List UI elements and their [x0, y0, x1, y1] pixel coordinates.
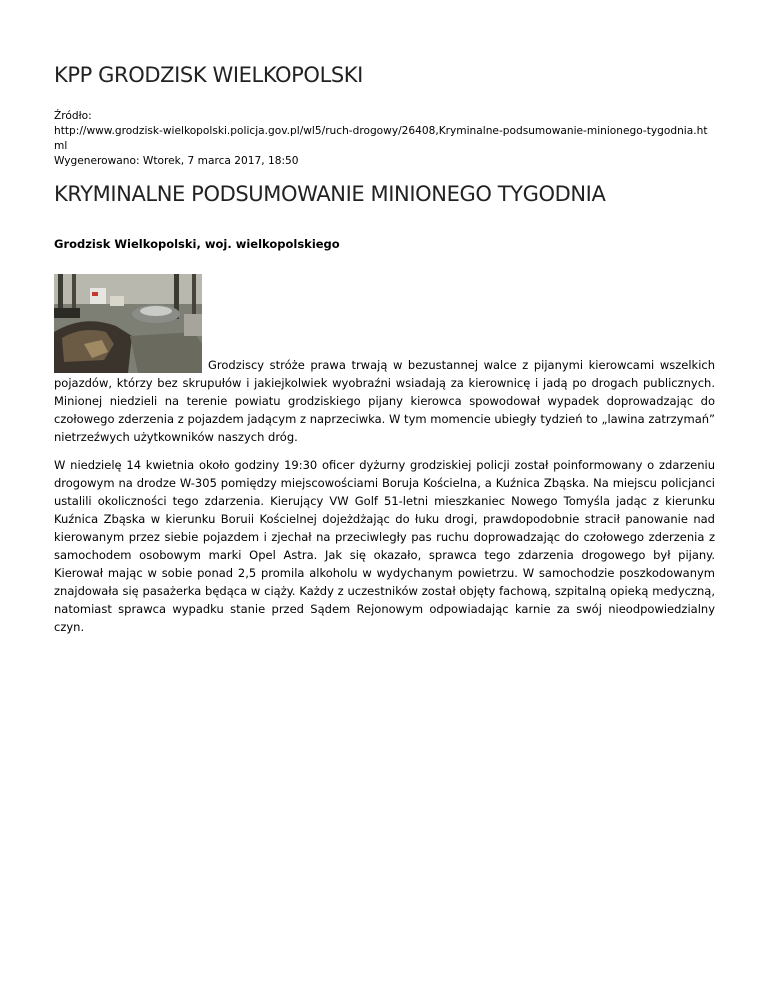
site-title: KPP GRODZISK WIELKOPOLSKI — [54, 63, 363, 87]
source-meta — [54, 109, 715, 169]
article-title: KRYMINALNE PODSUMOWANIE MINIONEGO TYGODNIA — [54, 182, 606, 206]
article-lead: Grodziscy stróże prawa trwają w bezustannej walce z pijanymi kierowcami wszelkich pojazdów, którzy bez skrupułów i jakiejkolwiek wyobraźni wsiadają za kierownicę i jadą po drogach publicznych. Minionej niedzieli na terenie powiatu grodziskiego pijany kierowca spowodował wypadek doprowadzając do czołowego zderzenia z pojazdem jadącym z naprzeciwka. W tym momencie ubiegły tydzień to „lawina zatrzymań” nietrzeźwych użytkowników naszych dróg. — [54, 358, 715, 444]
article-content — [54, 274, 715, 636]
document-page — [54, 60, 715, 636]
article-location: Grodzisk Wielkopolski, woj. wielkopolskiego — [54, 237, 340, 251]
source-label: Źródło: — [54, 110, 92, 122]
article-body: W niedzielę 14 kwietnia około godziny 19:30 oficer dyżurny grodziskiej policji został poinformowany o zdarzeniu drogowym na drodze W-305 pomiędzy miejscowościami Boruja Kościelna, a Kuźnica Zbąska. Na miejscu policjanci ustalili okoliczności tego zdarzenia. Kierujący VW Golf 51-letni mieszkaniec Nowego Tomyśla jadąc z kierunku Kuźnica Zbąska w kierunku Boruii Kościelnej dojeżdżając do łuku drogi, prawdopodobnie stracił panowanie nad kierowanym przez siebie pojazdem i zjechał na przeciwległy pas ruchu doprowadzając do czołowego zderzenia z samochodem osobowym marki Opel Astra. Jak się okazało, sprawca tego zdarzenia drogowego był pijany. Kierował mając w sobie ponad 2,5 promila alkoholu w wydychanym powietrzu. W samochodzie poszkodowanym znajdowała się pasażerka będąca w ciąży. Każdy z uczestników został objęty fachową, szpitalną opieką medyczną, natomiast sprawca wypadku stanie przed Sądem Rejonowym odpowiadając karnie za swój nieodpowiedzialny czyn. — [54, 458, 715, 634]
generated-date: Wygenerowano: Wtorek, 7 marca 2017, 18:50 — [54, 155, 299, 167]
source-url[interactable]: http://www.grodzisk-wielkopolski.policja.gov.pl/wl5/ruch-drogowy/26408,Kryminalne-podsumowanie-minionego-tygodnia.html — [54, 125, 708, 152]
accident-photo — [54, 274, 202, 373]
